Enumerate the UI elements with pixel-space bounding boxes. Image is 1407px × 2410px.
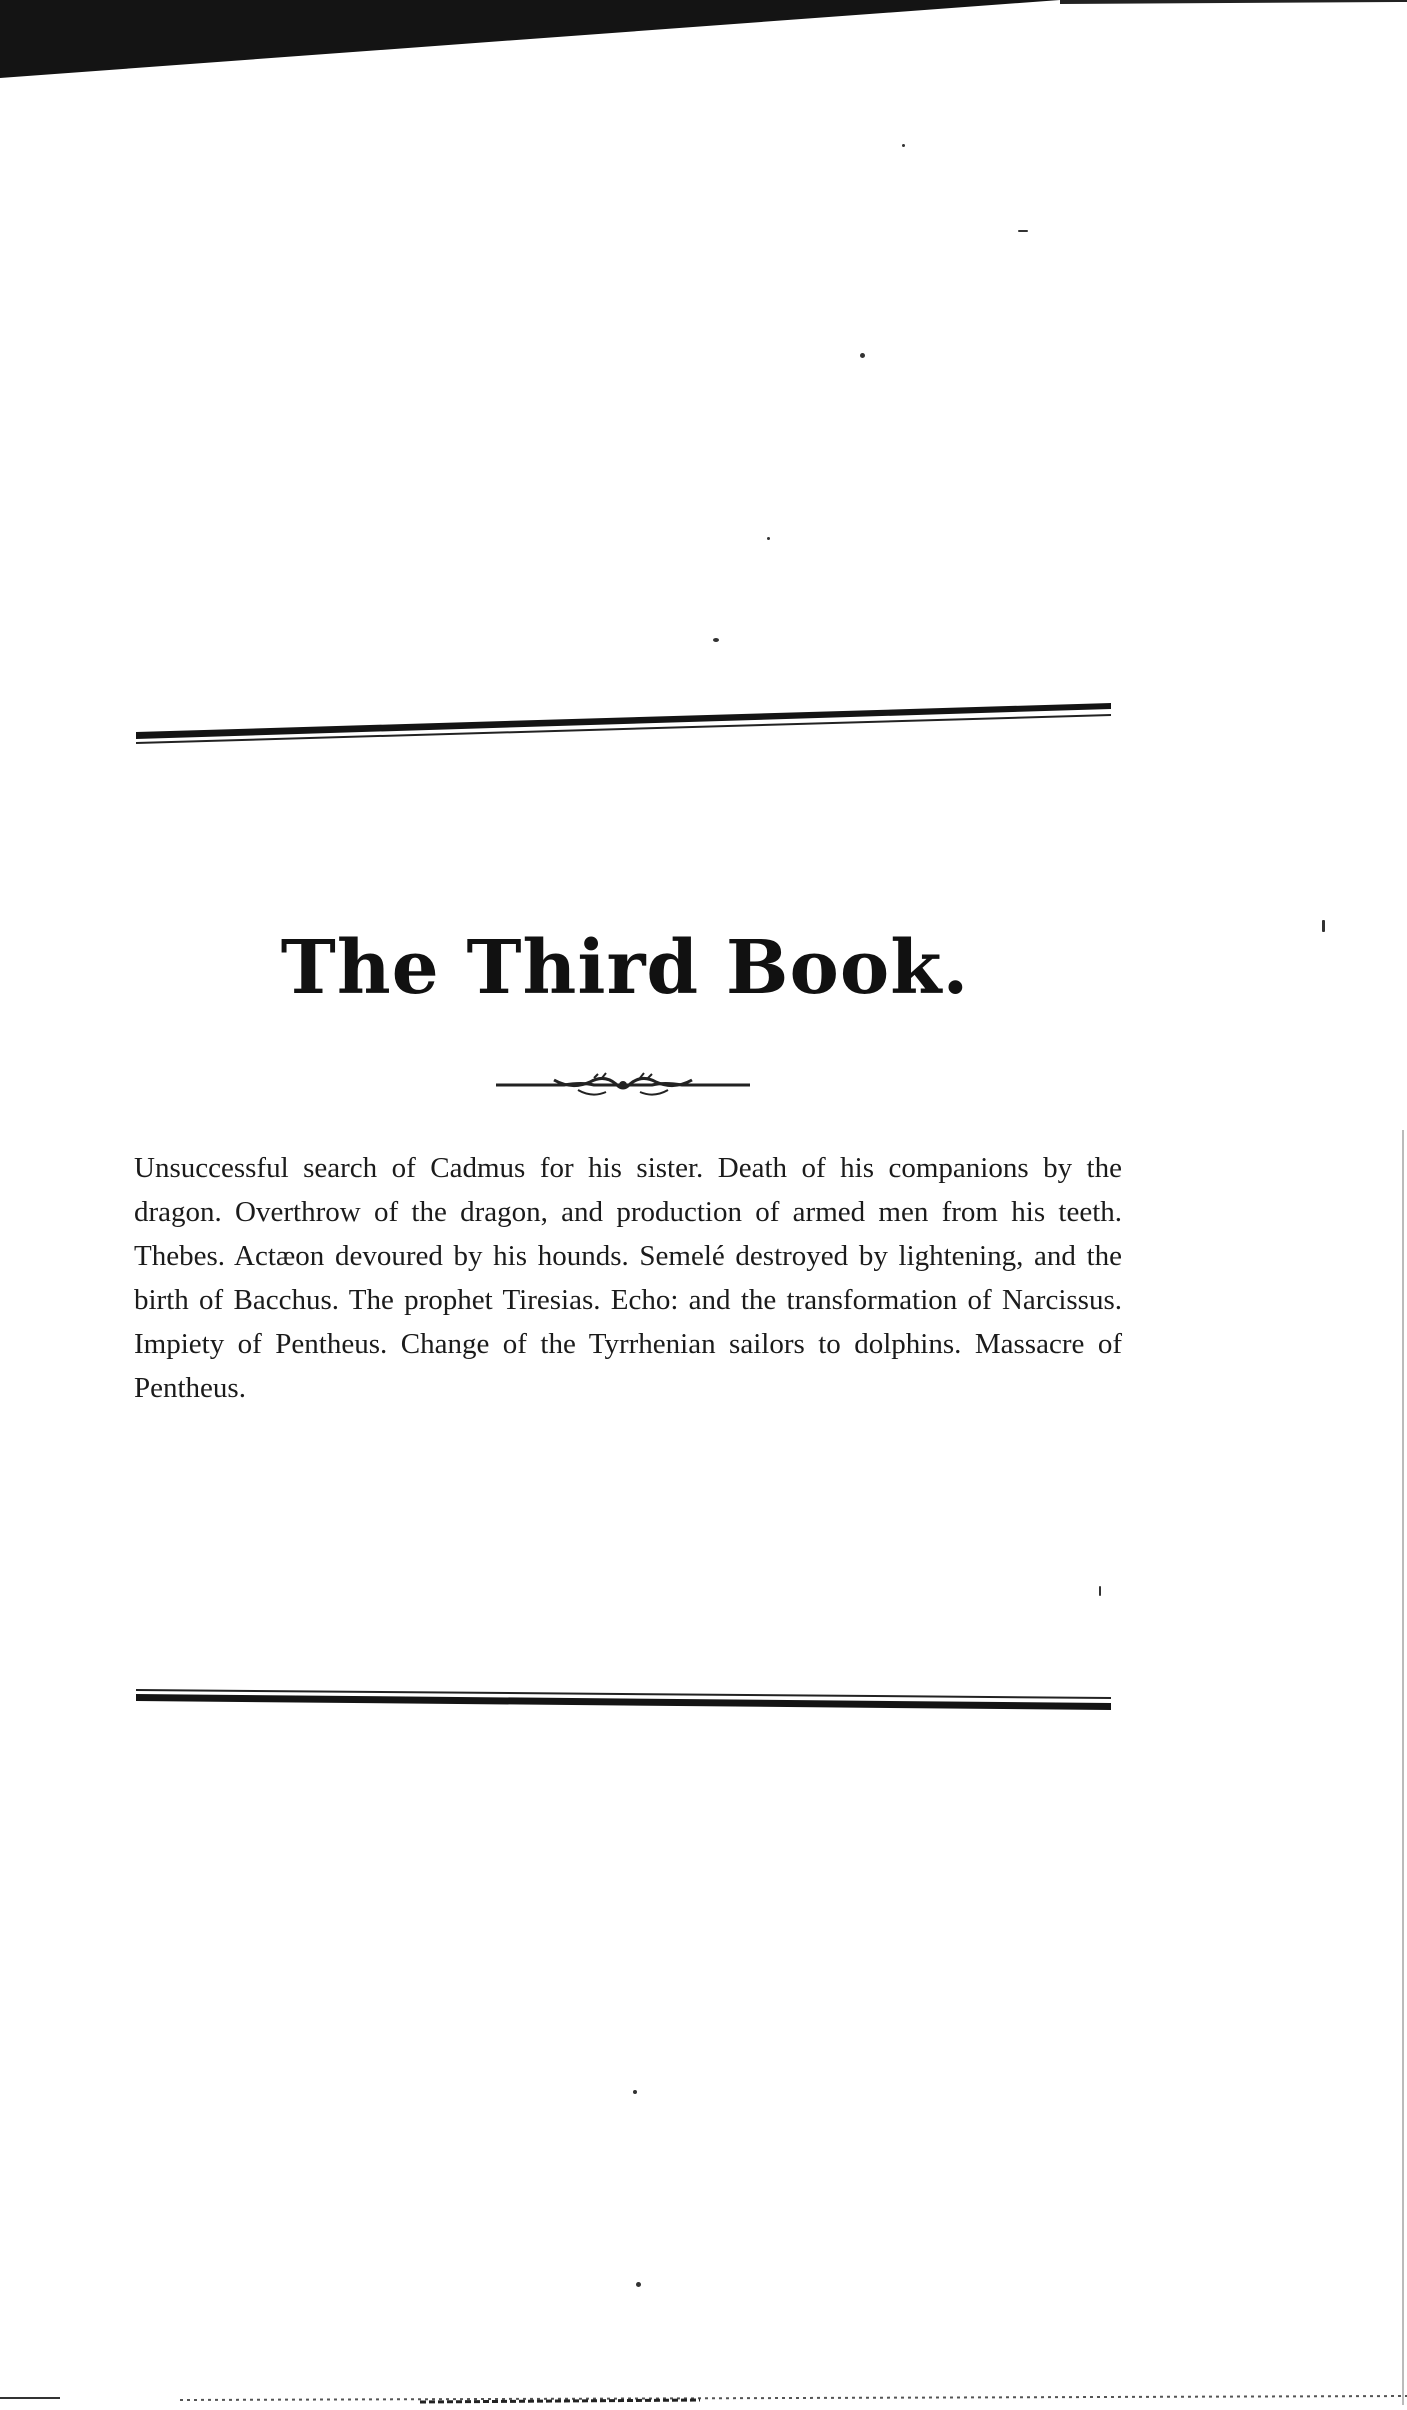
decorative-flourish-icon (494, 1068, 752, 1102)
scan-speck (860, 353, 865, 358)
scan-speck (636, 2282, 641, 2287)
scan-speck (1322, 920, 1325, 932)
scan-shadow-edge (0, 0, 1407, 80)
page-title: The Third Book. (280, 925, 970, 1011)
bottom-rule (136, 1688, 1114, 1718)
scan-speck (1018, 230, 1028, 232)
scan-speck (767, 537, 770, 540)
scan-speck (633, 2090, 637, 2094)
scan-speck (713, 638, 719, 642)
chapter-summary: Unsuccessful search of Cadmus for his sister. Death of his companions by the dragon. Overthrow of the dragon, and production of armed men from his teeth. Thebes. Actæon devoured by his hounds. Semelé destroyed by lightening, and the birth of Bacchus. The prophet Tiresias. Echo: and the transformation of Narcissus. Impiety of Pentheus. Change of the Tyrrhenian sailors to dolphins. Massacre of Pentheus. (134, 1152, 1122, 1404)
scan-bottom-edge (0, 2378, 1407, 2405)
page-edge-shadow (1400, 1130, 1407, 2405)
scan-speck (902, 144, 905, 147)
top-rule (136, 696, 1114, 744)
scan-speck (1099, 1586, 1101, 1596)
